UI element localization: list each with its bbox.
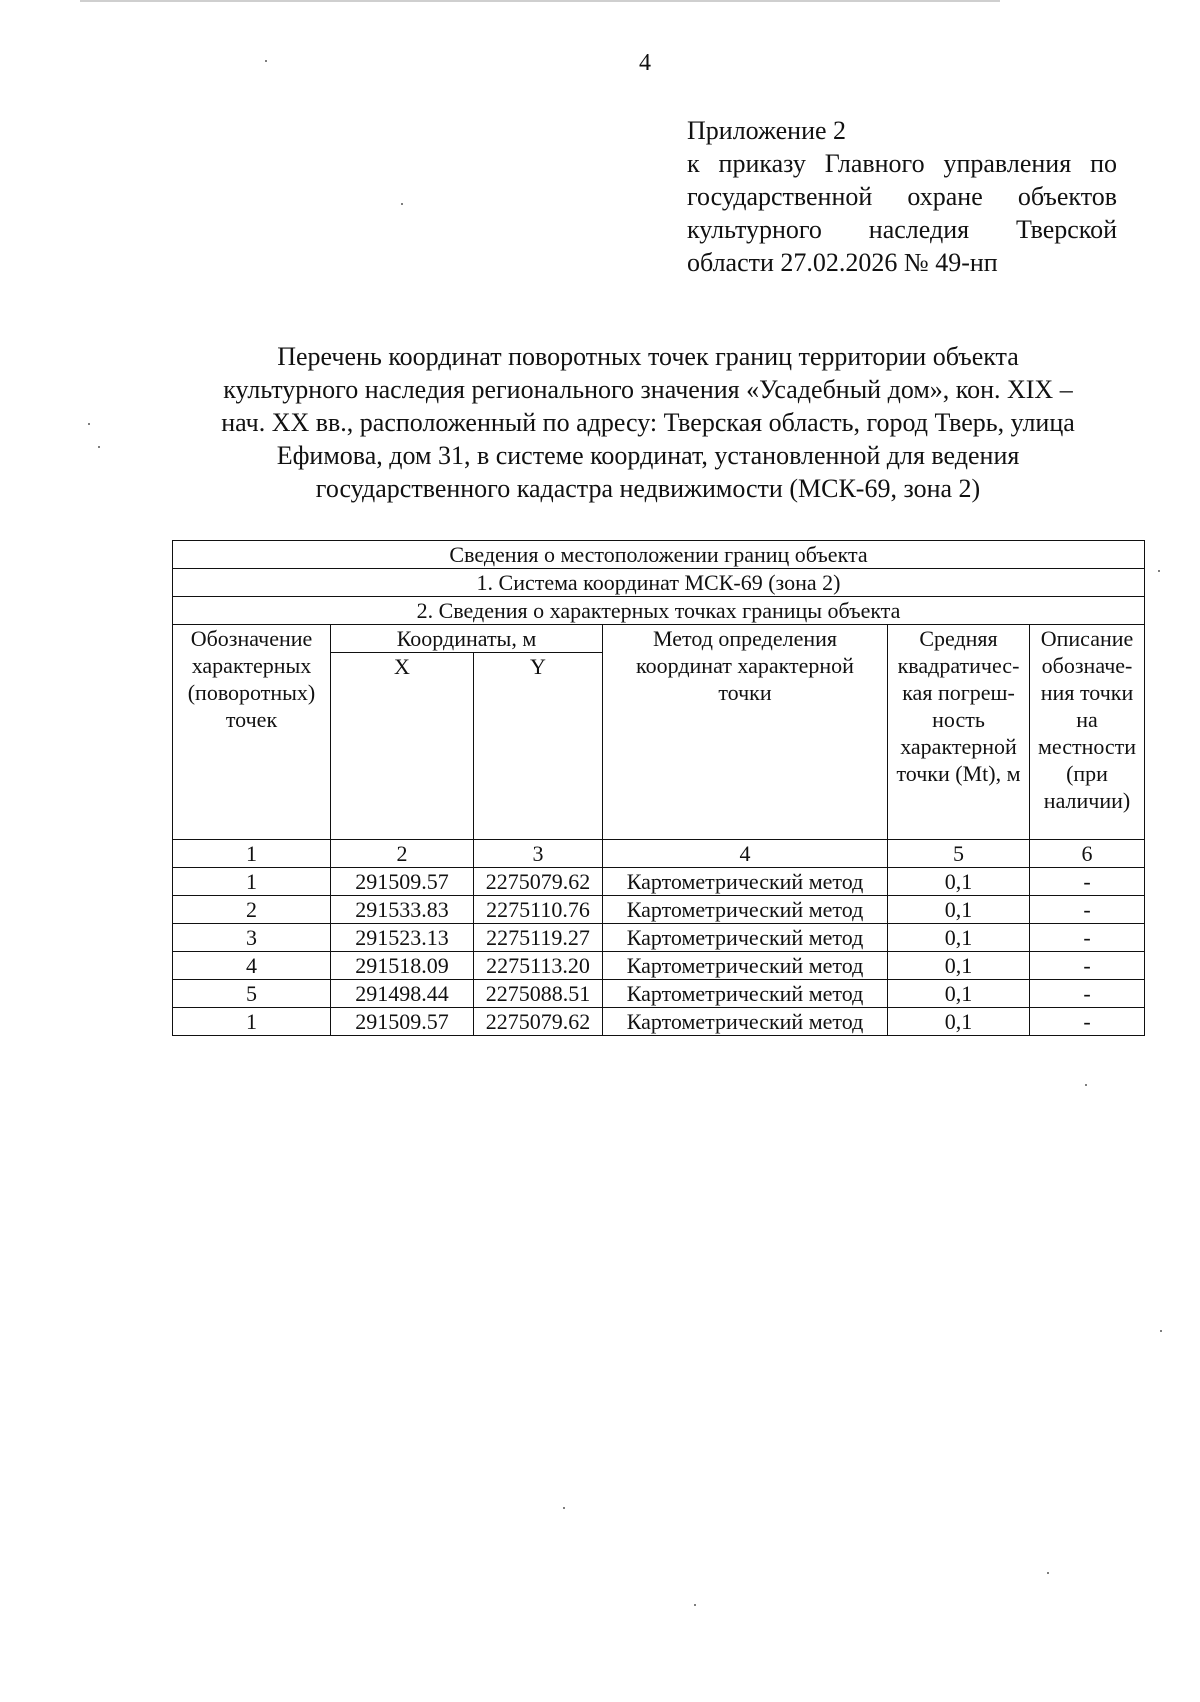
description-cell: - — [1030, 896, 1145, 924]
column-number-row — [173, 840, 1145, 868]
error-label-2: квадратичес- — [897, 653, 1020, 678]
page-number: 4 — [639, 50, 651, 76]
description-cell: - — [1030, 868, 1145, 896]
designation-label-3: (поворотных) — [187, 680, 316, 705]
table-row — [173, 896, 1145, 924]
error-cell: 0,1 — [888, 980, 1030, 1008]
column-number: 1 — [173, 840, 331, 868]
designation-label-1: Обозначение — [190, 626, 313, 651]
description-cell: - — [1030, 924, 1145, 952]
scan-speck — [1085, 1084, 1087, 1086]
y-column-header: Y — [474, 653, 603, 840]
x-cell: 291523.13 — [331, 924, 474, 952]
y-cell: 2275079.62 — [474, 868, 603, 896]
table-row — [173, 924, 1145, 952]
scan-speck — [1047, 1572, 1049, 1574]
x-cell: 291498.44 — [331, 980, 474, 1008]
column-number: 6 — [1030, 840, 1145, 868]
error-label-4: ность — [932, 707, 985, 732]
title-line-3: нач. XX вв., расположенный по адресу: Тверская область, город Тверь, улица — [221, 408, 1075, 437]
description-cell: - — [1030, 1008, 1145, 1036]
method-cell: Картометрический метод — [603, 952, 888, 980]
appendix-block — [687, 114, 1117, 279]
description-label-6: (при — [1066, 761, 1108, 786]
scan-speck — [694, 1604, 696, 1606]
error-label-1: Средняя — [919, 626, 998, 651]
error-cell: 0,1 — [888, 924, 1030, 952]
description-cell: - — [1030, 952, 1145, 980]
title-line-1: Перечень координат поворотных точек границ территории объекта — [277, 342, 1019, 371]
method-label-2: координат характерной — [636, 653, 854, 678]
description-label-2: обозначе- — [1041, 653, 1133, 678]
column-number: 4 — [603, 840, 888, 868]
description-label-5: местности — [1037, 734, 1137, 759]
description-cell: - — [1030, 980, 1145, 1008]
appendix-line-3: государственной охране объектов — [687, 182, 1117, 211]
appendix-line-1: Приложение 2 — [687, 116, 847, 145]
table-header-row-3 — [173, 597, 1145, 625]
description-label-7: наличии) — [1043, 788, 1131, 813]
point-cell: 5 — [173, 980, 331, 1008]
method-cell: Картометрический метод — [603, 868, 888, 896]
point-cell: 4 — [173, 952, 331, 980]
y-cell: 2275119.27 — [474, 924, 603, 952]
error-label-6: точки (Mt), м — [896, 761, 1021, 786]
table-row — [173, 1008, 1145, 1036]
column-header-row — [173, 625, 1145, 653]
scan-speck — [265, 60, 267, 62]
scan-top-edge — [80, 0, 1000, 2]
description-column-header — [1030, 625, 1145, 840]
description-label-3: ния точки — [1040, 680, 1134, 705]
column-number: 3 — [474, 840, 603, 868]
method-label-1: Метод определения — [652, 626, 838, 651]
coordinates-table — [172, 540, 1145, 1036]
title-line-2: культурного наследия регионального значения «Усадебный дом», кон. XIX – — [223, 375, 1073, 404]
document-title — [165, 340, 1131, 505]
error-label-5: характерной — [900, 734, 1017, 759]
column-number: 2 — [331, 840, 474, 868]
title-line-5: государственного кадастра недвижимости (МСК-69, зона 2) — [315, 474, 981, 503]
method-cell: Картометрический метод — [603, 1008, 888, 1036]
coordinates-column-header: Координаты, м — [331, 625, 603, 653]
method-cell: Картометрический метод — [603, 980, 888, 1008]
appendix-line-4: культурного наследия Тверской — [687, 215, 1117, 244]
error-cell: 0,1 — [888, 1008, 1030, 1036]
error-label-3: кая погреш- — [902, 680, 1015, 705]
table-header-row-1 — [173, 541, 1145, 569]
y-cell: 2275079.62 — [474, 1008, 603, 1036]
x-column-header: X — [331, 653, 474, 840]
column-number: 5 — [888, 840, 1030, 868]
point-cell: 1 — [173, 868, 331, 896]
appendix-line-2: к приказу Главного управления по — [687, 149, 1117, 178]
description-label-4: на — [1076, 707, 1098, 732]
x-cell: 291509.57 — [331, 868, 474, 896]
y-cell: 2275110.76 — [474, 896, 603, 924]
appendix-line-5: области 27.02.2026 № 49-нп — [687, 248, 998, 277]
scan-speck — [1158, 570, 1160, 572]
table-row — [173, 980, 1145, 1008]
error-cell: 0,1 — [888, 868, 1030, 896]
method-label-3: точки — [718, 680, 772, 705]
table-row — [173, 868, 1145, 896]
title-line-4: Ефимова, дом 31, в системе координат, установленной для ведения — [276, 441, 1020, 470]
method-cell: Картометрический метод — [603, 896, 888, 924]
scan-speck — [1160, 1330, 1162, 1332]
table-row — [173, 952, 1145, 980]
location-info-header: Сведения о местоположении границ объекта — [173, 541, 1145, 569]
x-cell: 291533.83 — [331, 896, 474, 924]
x-cell: 291509.57 — [331, 1008, 474, 1036]
scan-speck — [98, 446, 100, 448]
designation-column-header — [173, 625, 331, 840]
y-cell: 2275088.51 — [474, 980, 603, 1008]
point-cell: 1 — [173, 1008, 331, 1036]
designation-label-2: характерных — [191, 653, 312, 678]
scan-speck — [563, 1507, 565, 1509]
y-cell: 2275113.20 — [474, 952, 603, 980]
error-cell: 0,1 — [888, 952, 1030, 980]
point-cell: 3 — [173, 924, 331, 952]
point-cell: 2 — [173, 896, 331, 924]
table-header-row-2 — [173, 569, 1145, 597]
points-info-header: 2. Сведения о характерных точках границы объекта — [173, 597, 1145, 625]
designation-label-4: точек — [225, 707, 278, 732]
error-cell: 0,1 — [888, 896, 1030, 924]
coordinate-system-header: 1. Система координат МСК-69 (зона 2) — [173, 569, 1145, 597]
method-cell: Картометрический метод — [603, 924, 888, 952]
scan-speck — [88, 423, 90, 425]
x-cell: 291518.09 — [331, 952, 474, 980]
error-column-header — [888, 625, 1030, 840]
method-column-header — [603, 625, 888, 840]
description-label-1: Описание — [1040, 626, 1134, 651]
scan-speck — [401, 203, 403, 205]
